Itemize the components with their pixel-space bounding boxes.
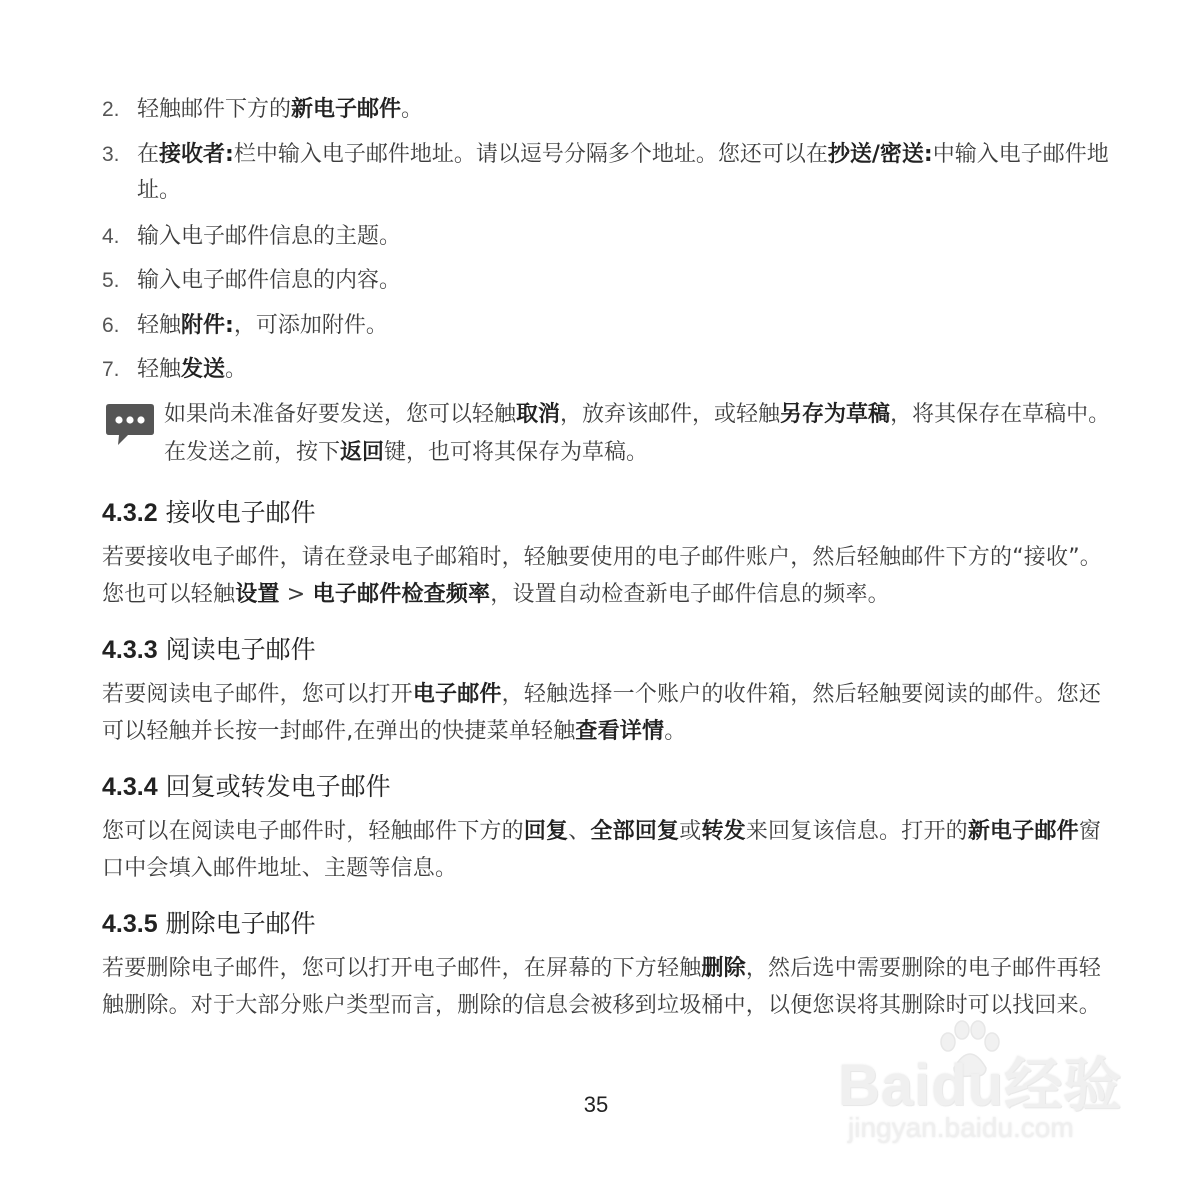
section-body-delete [102, 950, 1114, 1024]
text-run: 若要接收电子邮件，请在登录电子邮箱时，轻触要使用的电子邮件账户，然后轻触邮件下方的“接收”。您也可以轻触 [102, 545, 1102, 607]
section-body-read [102, 676, 1114, 750]
text-run: 轻触 [137, 357, 182, 382]
bold-term: 电子邮件 [412, 682, 502, 707]
text-run: 或 [679, 819, 702, 844]
bold-term: 电子邮件检查频率 [312, 582, 491, 607]
step-4 [102, 219, 1112, 255]
baidu-watermark [838, 1018, 1138, 1168]
step-7 [102, 352, 1112, 388]
note-bubble-icon [104, 402, 156, 448]
watermark-url: jingyan.baidu.com [848, 1112, 1074, 1143]
text-run: 轻触邮件下方的 [137, 97, 292, 122]
note-text [164, 396, 1114, 472]
bold-term: 新电子邮件 [967, 819, 1079, 844]
bold-term: 查看详情 [575, 719, 665, 744]
step-2 [102, 92, 1112, 128]
section-body-receive [102, 539, 1114, 613]
text-run: ，设置自动检查新电子邮件信息的频率。 [490, 582, 890, 607]
bold-term: 新电子邮件 [291, 97, 402, 122]
step-number: 4. [102, 225, 120, 248]
watermark-brand: Baidu经验 [838, 1053, 1123, 1118]
step-6 [102, 308, 1112, 344]
step-text [137, 219, 1112, 255]
step-text [137, 137, 1112, 209]
text-run: 如果尚未准备好要发送，您可以轻触 [164, 402, 517, 427]
section-heading-reply [102, 769, 1112, 805]
text-run: 。 [664, 719, 687, 744]
section-heading-delete [102, 906, 1112, 942]
bold-term: 返回 [340, 440, 385, 465]
section-body-reply [102, 813, 1114, 887]
text-run: ，放弃该邮件，或轻触 [560, 402, 781, 427]
step-text [137, 352, 1112, 388]
bold-term: 设置 [235, 582, 280, 607]
step-number: 7. [102, 358, 120, 381]
step-text [137, 308, 1112, 344]
section-title: 回复或转发电子邮件 [165, 772, 391, 801]
bold-term: 另存为草稿 [780, 402, 891, 427]
text-run: 。 [401, 97, 424, 122]
text-run: > [279, 582, 313, 607]
section-number: 4.3.4 [102, 773, 158, 801]
section-heading-read [102, 632, 1112, 668]
text-run: 、 [568, 819, 591, 844]
bold-term: 发送 [181, 357, 226, 382]
text-run: 中输入电子邮件地址。 [137, 142, 1109, 203]
text-run: 若要阅读电子邮件，您可以打开 [102, 682, 413, 707]
text-run: ，可添加附件。 [233, 313, 388, 338]
section-title: 接收电子邮件 [165, 498, 316, 527]
text-run: 窗口中会填入邮件地址、主题等信息。 [102, 819, 1102, 881]
bold-term: 转发 [701, 819, 746, 844]
text-run: 您可以在阅读电子邮件时，轻触邮件下方的 [102, 819, 524, 844]
section-title: 阅读电子邮件 [165, 635, 316, 664]
bold-term: 回复 [523, 819, 569, 844]
text-run: ，轻触选择一个账户的收件箱，然后轻触要阅读的邮件。您还可以轻触并长按一封邮件,在弹出的快捷菜单轻触 [102, 682, 1102, 744]
text-run: 键，也可将其保存为草稿。 [384, 440, 649, 465]
text-run: 在 [137, 142, 160, 167]
step-3 [102, 137, 1112, 209]
text-run: 输入电子邮件信息的主题。 [137, 224, 402, 249]
bold-term: 全部回复 [590, 819, 680, 844]
bold-term: 抄送/密送: [827, 142, 933, 167]
step-text [137, 92, 1112, 128]
bold-term: 取消 [516, 402, 561, 427]
step-number: 3. [102, 143, 120, 166]
text-run: 来回复该信息。打开的 [745, 819, 968, 844]
step-5 [102, 263, 1112, 299]
step-number: 5. [102, 269, 120, 292]
step-number: 6. [102, 314, 120, 337]
bold-term: 附件: [181, 313, 234, 338]
text-run: ，然后选中需要删除的电子邮件再轻触删除。对于大部分账户类型而言，删除的信息会被移到垃圾桶中，以便您误将其删除时可以找回来。 [102, 956, 1102, 1018]
section-number: 4.3.3 [102, 636, 158, 664]
page-number: 35 [583, 1092, 609, 1117]
step-text [137, 263, 1112, 299]
text-run: ，将其保存在草稿中。在发送之前，按下 [164, 402, 1111, 465]
text-run: 轻触 [137, 313, 182, 338]
section-number: 4.3.2 [102, 499, 158, 527]
section-title: 删除电子邮件 [165, 909, 316, 938]
bold-term: 接收者: [159, 142, 234, 167]
note-block [104, 396, 1114, 472]
step-number: 2. [102, 98, 120, 121]
text-run: 输入电子邮件信息的内容。 [137, 268, 402, 293]
text-run: 。 [225, 357, 248, 382]
text-run: 若要删除电子邮件，您可以打开电子邮件，在屏幕的下方轻触 [102, 956, 702, 981]
section-heading-receive [102, 495, 1112, 531]
section-number: 4.3.5 [102, 910, 158, 938]
text-run: 栏中输入电子邮件地址。请以逗号分隔多个地址。您还可以在 [233, 142, 828, 167]
bold-term: 删除 [701, 956, 746, 981]
